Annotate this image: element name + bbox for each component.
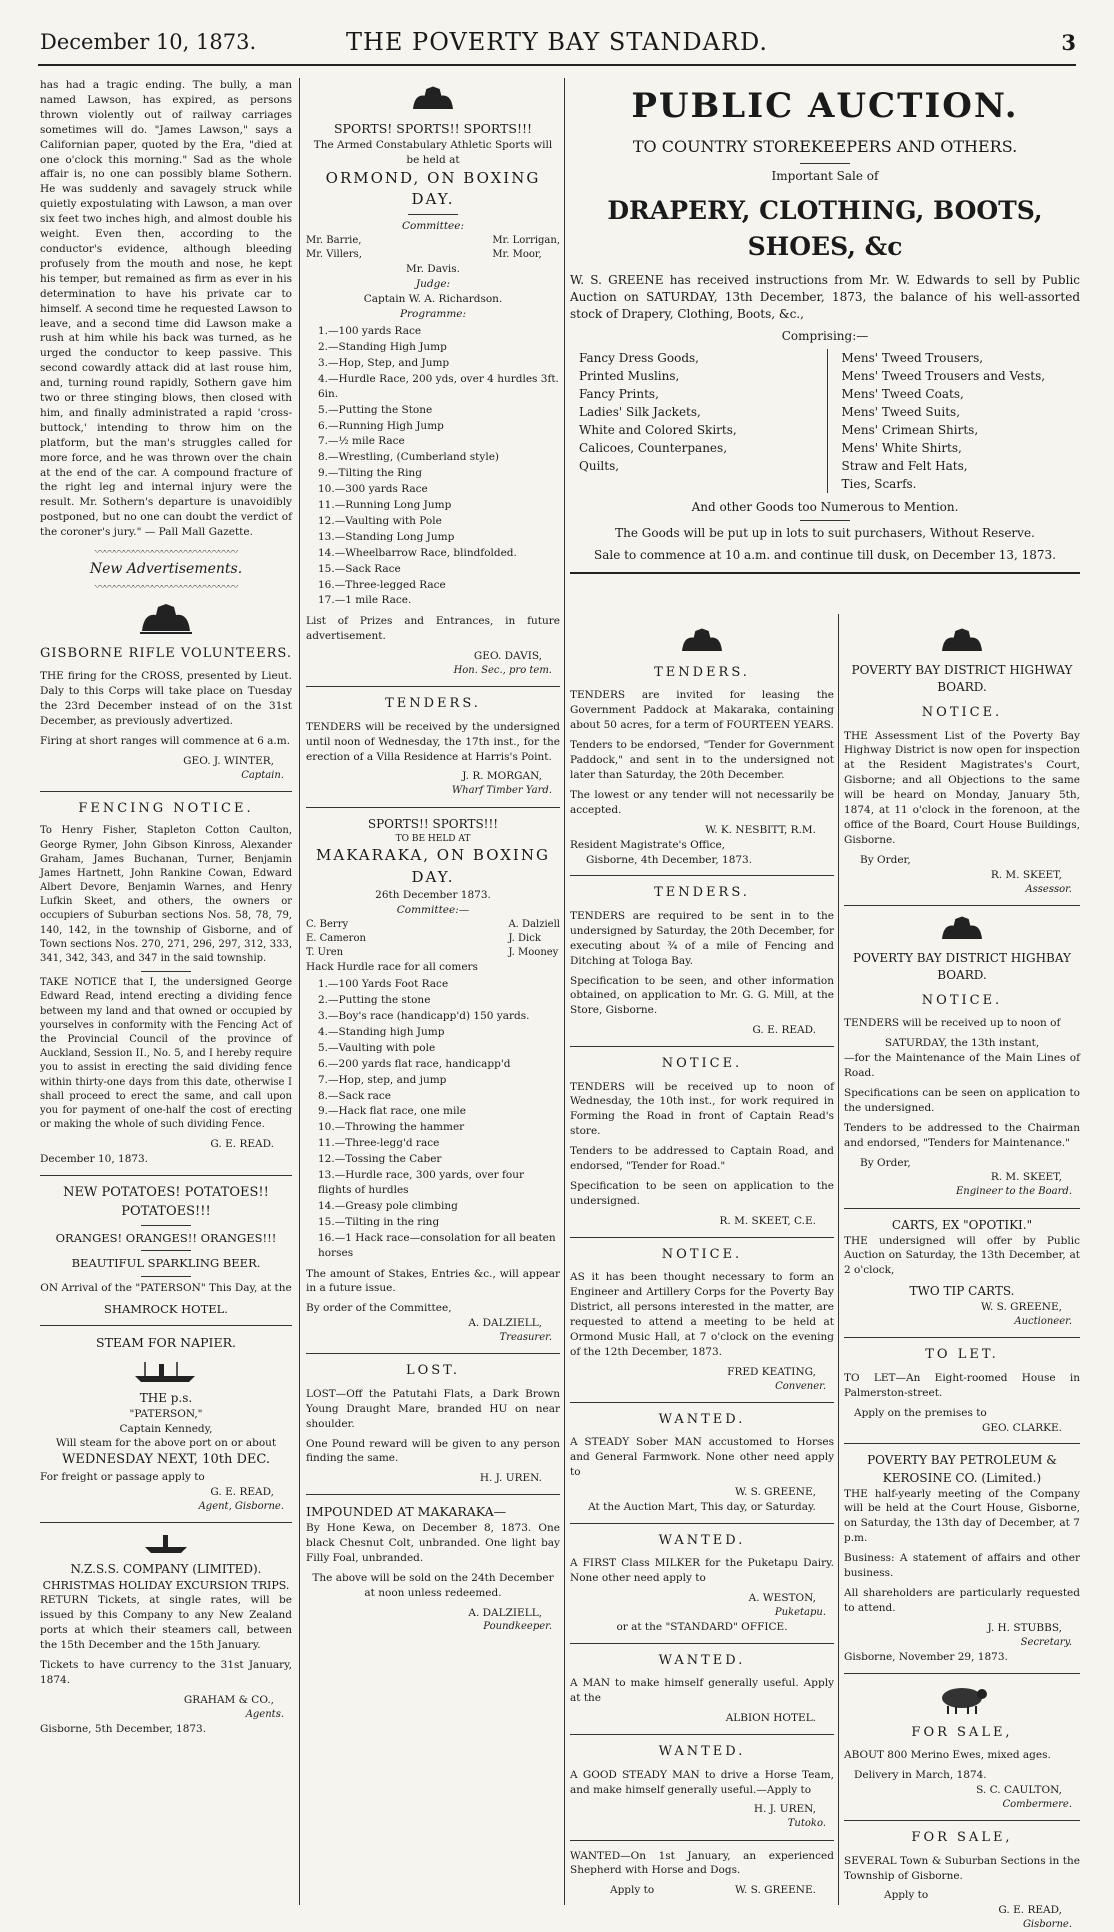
nzss-subtitle: CHRISTMAS HOLIDAY EXCURSION TRIPS. (42, 1578, 290, 1592)
notice2-body: AS it has been thought necessary to form an Engineer and Artillery Corps for the Poverty Bay District, all persons interested in the matter, are requested to attend a meeting to be held at Ormond Music Hall, at 7 o'clock on the evening of the 12th December, 1873. (570, 1271, 834, 1358)
sale1-body: ABOUT 800 Merino Ewes, mixed ages. (844, 1749, 1051, 1762)
fencing-body: TAKE NOTICE that I, the undersigned George Edward Read, intend erecting a dividing fence between my land and that owned or occupied by yourselves in conformity with the Fencing Act of the Provincial Council of the province of Auckland, Session II., No. 5, and I hereby require you to assist in erecting the said dividing fence within thirty-one days from this date, otherwise I shall proceed to erect the same, and call upon you for payment of one-half the cost of erecting or making the whole of such dividing Fence. (40, 977, 292, 1131)
programme-item: 8.—Sack race (318, 1089, 391, 1102)
royal-crest-icon (934, 914, 990, 944)
goods-left (579, 349, 809, 493)
programme-item: 2.—Standing High Jump (318, 340, 447, 353)
wanted4-place: Tutoko. (787, 1818, 826, 1830)
committee2-label: Committee:— (396, 903, 470, 916)
programme-item: 12.—Tossing the Caber (318, 1153, 442, 1166)
rifle-body: THE firing for the CROSS, presented by Lieut. Daly to this Corps will take place on Tuesday the 23rd December instead of on the 31st December, as previously advertized. (40, 670, 292, 727)
short-rule (141, 1225, 191, 1226)
goods-item: Quilts, (579, 459, 620, 474)
sports-signature: GEO. DAVIS, (473, 650, 542, 663)
carts-title: CARTS, EX "OPOTIKI." (891, 1217, 1033, 1232)
programme-item: 9.—Tilting the Ring (318, 467, 422, 480)
impound-sale: The above will be sold on the 24th December at noon unless redeemed. (312, 1571, 554, 1599)
carts-body: THE undersigned will offer by Public Auction on Saturday, the 13th December, at 2 o'clock, (844, 1234, 1080, 1277)
divider (306, 1353, 560, 1354)
divider (570, 1840, 834, 1841)
impound-role: Poundkeeper. (483, 1621, 552, 1633)
notice1-signature: R. M. SKEET, C.E. (719, 1214, 816, 1227)
divider (570, 875, 834, 876)
committee-member: J. Mooney (508, 947, 559, 959)
nzss-signature: GRAHAM & CO., (183, 1693, 274, 1706)
top-rule (38, 64, 1076, 66)
goods-item: Mens' Tweed Trousers and Vests, (841, 369, 1046, 384)
tenders1-body3: The lowest or any tender will not necessarily be accepted. (570, 788, 834, 816)
committee-member: Mr. Davis. (406, 263, 460, 276)
rifle-body2: Firing at short ranges will commence at 6 a.m. (40, 734, 291, 747)
judge-name: Captain W. A. Richardson. (363, 293, 503, 306)
nzss-date: Gisborne, 5th December, 1873. (40, 1722, 207, 1735)
notice1-body: TENDERS will be received up to noon of Wednesday, the 10th inst., for work required in Forming the Road in front of Captain Read's store. (570, 1080, 834, 1138)
short-rule (141, 971, 191, 972)
steamship-icon (131, 1358, 201, 1384)
carts-item: TWO TIP CARTS. (909, 1284, 1015, 1299)
petrol-attend: All shareholders are particularly requested to attend. (844, 1586, 1080, 1614)
goods-item: Printed Muslins, (579, 369, 680, 384)
sports2-role: Treasurer. (499, 1332, 552, 1344)
tenders2-title: TENDERS. (654, 885, 750, 901)
royal-crest-icon (405, 84, 461, 114)
masthead (0, 0, 1114, 66)
divider (40, 1522, 292, 1523)
steam-date: WEDNESDAY NEXT, 10th DEC. (62, 1452, 270, 1468)
sale2-body: SEVERAL Town & Suburban Sections in the Township of Gisborne. (844, 1854, 1080, 1882)
auction-body: W. S. GREENE has received instructions from Mr. W. Edwards to sell by Public Auction on SATURDAY, 13th December, 1873, the balance of his well-assorted stock of Drapery, Clothing, Boots, &c., (570, 273, 1080, 322)
sports2-date: 26th December 1873. (375, 888, 491, 901)
goods-item: Mens' Tweed Trousers, (841, 351, 984, 366)
column-1 (40, 78, 292, 1737)
wanted4-body: A GOOD STEADY MAN to drive a Horse Team, and make himself generally useful.—Apply to (570, 1768, 834, 1796)
divider (570, 1523, 834, 1524)
tenders1-date: Gisborne, 4th December, 1873. (586, 853, 753, 866)
divider (570, 1643, 834, 1644)
divider (40, 791, 292, 792)
hack-race: Hack Hurdle race for all comers (306, 961, 478, 974)
page-number: 3 (1061, 30, 1076, 55)
highbay-signature: R. M. SKEET, (990, 1171, 1062, 1184)
wanted3-body: A MAN to make himself generally useful. Apply at the (570, 1677, 834, 1705)
programme-item: 16.—Three-legged Race (318, 578, 446, 591)
fencing-signature: G. E. READ. (210, 1138, 274, 1151)
auction-other: And other Goods too Numerous to Mention. (691, 500, 959, 515)
programme-item: 11.—Three-legg'd race (318, 1137, 440, 1150)
committee-list (306, 234, 560, 262)
steam-ps: THE p.s. (139, 1390, 193, 1405)
steam-signature: G. E. READ, (210, 1485, 274, 1498)
short-rule (408, 214, 458, 215)
wavy-rule: 〰〰〰〰〰〰〰〰〰〰〰〰〰〰〰 (94, 580, 238, 593)
programme-item: 14.—Greasy pole climbing (318, 1199, 458, 1212)
lost-signature: H. J. UREN. (479, 1472, 542, 1485)
wanted3-title: WANTED. (658, 1652, 746, 1668)
notice1-title: NOTICE. (661, 1056, 743, 1072)
tenders-body: TENDERS will be received by the undersigned until noon of Wednesday, the 17th inst., for the erection of a Villa Residence at Harris's Point. (306, 720, 560, 763)
committee-member: T. Uren (306, 947, 344, 959)
goods-item: Ties, Scarfs. (841, 477, 917, 492)
wanted5-footer (610, 1883, 816, 1898)
petrol-business: Business: A statement of affairs and other business. (844, 1552, 1080, 1580)
goods-item: Calicoes, Counterpanes, (579, 441, 728, 456)
rifle-title: GISBORNE RIFLE VOLUNTEERS. (40, 645, 292, 661)
tenders2-signature: G. E. READ. (752, 1024, 816, 1037)
tenders1-office: Resident Magistrate's Office, (570, 838, 726, 851)
highway-role: Assessor. (1025, 883, 1072, 895)
divider (844, 1208, 1080, 1209)
divider (844, 905, 1080, 906)
programme-item: 6.—Running High Jump (318, 419, 444, 432)
rifle-signature: GEO. J. WINTER, (183, 754, 274, 767)
steam-agent: Agent, Gisborne. (198, 1500, 284, 1512)
auction-commence: Sale to commence at 10 a.m. and continue till dusk, on December 13, 1873. (594, 548, 1056, 563)
committee2-list (306, 918, 560, 961)
tenders1-title: TENDERS. (654, 665, 750, 680)
sale1-signature: S. C. CAULTON, (976, 1784, 1062, 1797)
wanted4-title: WANTED. (658, 1744, 746, 1760)
steam-title: STEAM FOR NAPIER. (96, 1334, 236, 1350)
programme-item: 15.—Sack Race (318, 562, 401, 575)
committee-member: E. Cameron (306, 932, 366, 944)
divider (844, 1337, 1080, 1338)
oranges-ad: ORANGES! ORANGES!! ORANGES!!! (55, 1230, 277, 1245)
ship-icon (141, 1531, 191, 1555)
goods-item: Fancy Dress Goods, (579, 351, 699, 366)
petrol-signature: J. H. STUBBS, (987, 1621, 1062, 1634)
impound-body: By Hone Kewa, on December 8, 1873. One black Chesnut Colt, unbranded. One light bay Filly Foal, unbranded. (306, 1521, 560, 1564)
committee-member: J. Dick (508, 932, 541, 944)
committee-label: Committee: (401, 220, 465, 233)
programme-label: Programme: (399, 308, 467, 321)
prizes-note: List of Prizes and Entrances, in future advertisement. (306, 615, 560, 643)
programme-item: 13.—Hurdle race, 300 yards, over four flights of hurdles (318, 1169, 525, 1196)
notice1-body2: Tenders to be addressed to Captain Road, and endorsed, "Tender for Road." (570, 1145, 834, 1173)
petrol-body: THE half-yearly meeting of the Company will be held at the Court House, Gisborne, on Saturday, the 13th day of December, at 7 p.m. (844, 1487, 1080, 1545)
sports2-title: SPORTS!! SPORTS!!! (367, 816, 499, 831)
steam-captain: Captain Kennedy, (119, 1422, 213, 1435)
order-line: By order of the Committee, (306, 1302, 452, 1315)
notice2-role: Convener. (775, 1380, 826, 1392)
goods-item: Mens' Tweed Coats, (841, 387, 964, 402)
goods-item: Fancy Prints, (579, 387, 659, 402)
notice1-body3: Specification to be seen on application to the undersigned. (570, 1180, 834, 1207)
highway-notice: NOTICE. (921, 705, 1003, 721)
sports-title: SPORTS! SPORTS!! SPORTS!!! (333, 121, 533, 136)
column-3 (570, 620, 834, 1898)
royal-crest-icon (136, 601, 196, 637)
stakes-note: The amount of Stakes, Entries &c., will appear in a future issue. (306, 1267, 560, 1295)
public-auction-ad (570, 78, 1080, 618)
wanted2-or: or at the "STANDARD" OFFICE. (616, 1621, 788, 1634)
wanted2-title: WANTED. (658, 1532, 746, 1548)
shamrock-hotel: SHAMROCK HOTEL. (104, 1301, 228, 1316)
programme-item: 7.—½ mile Race (318, 435, 405, 448)
highway-order: By Order, (860, 853, 911, 866)
highbay-date: SATURDAY, the 13th instant, (884, 1037, 1040, 1050)
highway-body: THE Assessment List of the Poverty Bay Highway District is now open for inspection at the Resident Magistrates's Court, Gisborne; and all Objections to the same will be heard on Monday, January 5th, 1874, at 11 o'clock in the forenoon, at the office of the Board, Court House Buildings, Gisborne. (844, 729, 1080, 846)
shamrock-body: ON Arrival of the "PATERSON" This Day, at the (40, 1281, 292, 1294)
highbay-body3: Specifications can be seen on application to the undersigned. (844, 1086, 1080, 1114)
sale1-delivery: Delivery in March, 1874. (854, 1769, 987, 1782)
sports2-signature: A. DALZIELL, (468, 1317, 542, 1330)
sheep-icon (934, 1682, 990, 1716)
divider (306, 686, 560, 687)
highbay-body4: Tenders to be addressed to the Chairman and endorsed, "Tenders for Maintenance." (844, 1121, 1080, 1149)
committee-member: Mr. Villers, (306, 249, 362, 261)
auction-title: PUBLIC AUCTION. (631, 86, 1019, 126)
divider (844, 1820, 1080, 1821)
tenders2-body2: Specification to be seen, and other information obtained, on application to Mr. G. G. Mill, at the Store, Gisborne. (570, 974, 834, 1017)
committee-member: Mr. Lorrigan, (492, 235, 560, 247)
tenders-signature: J. R. MORGAN, (462, 770, 542, 783)
petrol-title: POVERTY BAY PETROLEUM & KEROSINE CO. (Limited.) (867, 1453, 1057, 1485)
section-heading: New Advertisements. (89, 561, 243, 577)
divider (40, 1325, 292, 1326)
short-rule (141, 1276, 191, 1277)
highbay-title: POVERTY BAY DISTRICT HIGHBAY BOARD. (853, 950, 1071, 982)
sale2-apply: Apply to (884, 1889, 929, 1902)
fencing-date: December 10, 1873. (40, 1153, 149, 1166)
programme-item: 16.—1 Hack race—consolation for all beaten horses (318, 1231, 556, 1259)
sports-place: ORMOND, ON BOXING DAY. (325, 168, 541, 208)
programme-item: 10.—Throwing the hammer (318, 1121, 465, 1134)
fencing-addressees: To Henry Fisher, Stapleton Cotton Caulton, George Rymer, John Gibson Kinross, Alexander Graham, James Buchanan, Turner, Benjamin James Hartnett, John Rankine Cowan, Edward Albert Devore, Benjamin Warnes, and Henry Lufkin Skeet, and others, the owners or occupiers of Suburban sections Nos. 58, 78, 79, 140, 142, in the township of Gisborne, and of Town sections Nos. 270, 271, 296, 297, 312, 333, 341, 342, 343, and 347 in the said township. (40, 825, 292, 964)
potatoes-ad: NEW POTATOES! POTATOES!! POTATOES!!! (63, 1185, 269, 1219)
tenders-place: Wharf Timber Yard. (451, 785, 552, 797)
committee-member: Mr. Barrie, (306, 235, 362, 247)
goods-item: Ladies' Silk Jackets, (579, 405, 701, 420)
wanted5-body: WANTED—On 1st January, an experienced Shepherd with Horse and Dogs. (570, 1849, 834, 1877)
wanted4-signature: H. J. UREN, (753, 1803, 816, 1816)
goods-right (827, 349, 1072, 493)
steam-freight: For freight or passage apply to (40, 1470, 205, 1483)
sports2-held: TO BE HELD AT (395, 833, 471, 844)
programme-item: 7.—Hop, step, and jump (318, 1073, 447, 1086)
programme-item: 3.—Hop, Step, and Jump (318, 356, 450, 369)
divider (844, 1443, 1080, 1444)
goods-item: Straw and Felt Hats, (841, 459, 968, 474)
auction-drapery: DRAPERY, CLOTHING, BOOTS, SHOES, &c (607, 196, 1043, 261)
sale1-title: FOR SALE, (911, 1724, 1013, 1740)
divider (306, 1494, 560, 1495)
programme2-list (318, 977, 560, 1260)
committee-member: A. Dalziell (508, 918, 560, 930)
wavy-rule: 〰〰〰〰〰〰〰〰〰〰〰〰〰〰〰 (94, 546, 238, 559)
programme-item: 8.—Wrestling, (Cumberland style) (318, 451, 500, 464)
auction-important: Important Sale of (771, 168, 879, 183)
highway-signature: R. M. SKEET, (990, 868, 1062, 881)
notice2-title: NOTICE. (661, 1246, 743, 1262)
wanted1-title: WANTED. (658, 1411, 746, 1427)
tenders2-body: TENDERS are required to be sent in to the undersigned by Saturday, the 20th December, for executing about ¾ of a mile of Fencing and Ditching at Tologa Bay. (570, 909, 834, 967)
petrol-role: Secretary. (1020, 1636, 1072, 1648)
programme-item: 12.—Vaulting with Pole (318, 514, 442, 527)
sports2-place: MAKARAKA, ON BOXING DAY. (316, 846, 550, 886)
wanted5-signature: W. S. GREENE. (735, 1884, 816, 1897)
notice2-signature: FRED KEATING, (727, 1365, 816, 1378)
impound-signature: A. DALZIELL, (468, 1606, 542, 1619)
tolet-signature: GEO. CLARKE. (981, 1421, 1062, 1434)
short-rule (800, 163, 850, 164)
nzss-agents: Agents. (245, 1708, 284, 1720)
highway-title: POVERTY BAY DISTRICT HIGHWAY BOARD. (851, 663, 1073, 695)
wanted2-body: A FIRST Class MILKER for the Puketapu Dairy. None other need apply to (570, 1557, 834, 1585)
wanted2-signature: A. WESTON, (748, 1591, 816, 1604)
newspaper-title: THE POVERTY BAY STANDARD. (345, 28, 769, 56)
impound-title: IMPOUNDED AT MAKARAKA— (306, 1504, 507, 1520)
highbay-notice: NOTICE. (921, 992, 1003, 1008)
judge-label: Judge: (415, 278, 451, 291)
programme-item: 10.—300 yards Race (318, 483, 428, 496)
divider (844, 1673, 1080, 1674)
programme-item: 1.—100 Yards Foot Race (318, 978, 449, 991)
programme-item: 14.—Wheelbarrow Race, blindfolded. (318, 546, 517, 559)
programme-item: 1.—100 yards Race (318, 325, 422, 338)
beer-ad: BEAUTIFUL SPARKLING BEER. (71, 1256, 261, 1271)
committee-member: C. Berry (306, 918, 349, 930)
carts-role: Auctioneer. (1014, 1316, 1072, 1328)
royal-crest-icon (934, 626, 990, 656)
petrol-date: Gisborne, November 29, 1873. (844, 1650, 1008, 1663)
rifle-role: Captain. (241, 769, 284, 781)
programme-item: 2.—Putting the stone (318, 994, 431, 1007)
lost-body: LOST—Off the Patutahi Flats, a Dark Brown Young Draught Mare, branded HU on near shoulder. (306, 1387, 560, 1430)
lost-title: LOST. (405, 1363, 461, 1379)
tenders1-body: TENDERS are invited for leasing the Government Paddock at Makaraka, containing about 50 acres, for a term of FOURTEEN YEARS. (570, 689, 834, 732)
sports-intro: The Armed Constabulary Athletic Sports will be held at (313, 138, 553, 166)
highbay-body2: —for the Maintenance of the Main Lines of Road. (844, 1052, 1080, 1079)
column-divider (564, 78, 565, 1905)
divider (570, 1402, 834, 1403)
programme-item: 15.—Tilting in the ring (318, 1215, 440, 1228)
wanted1-signature: W. S. GREENE, (735, 1485, 816, 1498)
short-rule (800, 520, 850, 521)
programme-item: 17.—1 mile Race. (318, 594, 412, 607)
tolet-apply: Apply on the premises to (854, 1406, 987, 1419)
tolet-title: TO LET. (925, 1347, 999, 1363)
tenders1-signature: W. K. NESBITT, R.M. (705, 823, 816, 836)
tolet-body: TO LET—An Eight-roomed House in Palmerston-street. (844, 1371, 1080, 1399)
news-story: has had a tragic ending. The bully, a man named Lawson, has expired, as persons thrown violently out of railway carriages sometimes will do. "James Lawson," says a Californian paper, quoted by the Era, "died at one o'clock this morning." Sad as the whole affair is, no one can possibly blame Sothern. He was suddenly and savagely struck while quietly expostulating with Lawson, a man over six feet two inches high, and almost double his weight. Even then, according to the conductor's evidence, although bleeding profusely from the mouth and nose, he kept his temper, but remained as firm as ever in his determination to have his private car to himself. A second time he requested Lawson to leave, and a second time did Lawson make a rush at him while his back was turned, as he urged the conductor to keep passive. This second cowardly attack did at last rouse him, and, turning round rapidly, Sothern gave him two or three stinging blows, then closed with him, and finally administrated a rapid 'cross-buttock,' intending to throw him on the platform, but the man's struggles called for more force, and he was thrown over the chain at the end of the car. A compound fracture of the right leg and internal injury were the result. Mr. Sothern's departure is unavoidibly postponed, but no one can doubt the verdict of the coroner's jury." — Pall Mall Gazette. (40, 79, 292, 539)
auction-goods (570, 349, 1080, 493)
column-divider (838, 614, 839, 1905)
sale1-place: Combermere. (1002, 1798, 1072, 1810)
sale2-place: Gisborne. (1022, 1919, 1072, 1931)
short-rule (141, 1250, 191, 1251)
divider (570, 572, 1080, 574)
column-2 (306, 78, 560, 1635)
divider (40, 1175, 292, 1176)
issue-date: December 10, 1873. (40, 30, 257, 54)
wanted1-place: At the Auction Mart, This day, or Saturday. (588, 1500, 816, 1513)
wanted1-body: A STEADY Sober MAN accustomed to Horses and General Farmwork. None other need apply to (570, 1436, 834, 1478)
wanted5-apply: Apply to (610, 1884, 655, 1897)
nzss-body2: Tickets to have currency to the 31st January, 1874. (40, 1659, 292, 1686)
goods-item: Mens' Tweed Suits, (841, 405, 961, 420)
programme-item: 11.—Running Long Jump (318, 499, 452, 512)
fencing-title: FENCING NOTICE. (78, 800, 254, 816)
highbay-order: By Order, (860, 1156, 911, 1169)
column-4 (844, 620, 1080, 1932)
programme-item: 6.—200 yards flat race, handicapp'd (318, 1057, 511, 1070)
carts-signature: W. S. GREENE, (981, 1301, 1062, 1314)
highbay-body: TENDERS will be received up to noon of (844, 1017, 1061, 1030)
steam-will: Will steam for the above port on or about (55, 1437, 277, 1450)
tenders1-body2: Tenders to be endorsed, "Tender for Government Paddock," and sent in to the undersigned not later than Saturday, the 20th December. (570, 739, 834, 781)
goods-item: White and Colored Skirts, (579, 423, 737, 438)
programme-list (318, 324, 560, 608)
divider (570, 1046, 834, 1047)
wanted2-place: Puketapu. (774, 1606, 826, 1618)
highbay-role: Engineer to the Board. (955, 1186, 1072, 1198)
programme-item: 4.—Hurdle Race, 200 yds, over 4 hurdles 3ft. 6in. (318, 372, 559, 400)
goods-item: Mens' White Shirts, (841, 441, 962, 456)
lost-reward: One Pound reward will be given to any person finding the same. (306, 1437, 560, 1465)
royal-crest-icon (674, 626, 730, 656)
programme-item: 4.—Standing high Jump (318, 1025, 445, 1038)
programme-item: 9.—Hack flat race, one mile (318, 1105, 466, 1118)
auction-lots: The Goods will be put up in lots to suit purchasers, Without Reserve. (615, 526, 1035, 541)
sports-role: Hon. Sec., pro tem. (453, 665, 552, 677)
programme-item: 5.—Vaulting with pole (318, 1041, 436, 1054)
divider (570, 1237, 834, 1238)
steam-ship: "PATERSON," (129, 1407, 203, 1420)
sale2-signature: G. E. READ, (998, 1904, 1062, 1917)
goods-item: Mens' Crimean Shirts, (841, 423, 979, 438)
programme-item: 13.—Standing Long Jump (318, 530, 455, 543)
auction-to: TO COUNTRY STOREKEEPERS AND OTHERS. (632, 137, 1018, 157)
divider (570, 1734, 834, 1735)
committee-member: Mr. Moor, (492, 249, 542, 261)
divider (306, 807, 560, 808)
tenders-title: TENDERS. (385, 696, 481, 712)
programme-item: 3.—Boy's race (handicapp'd) 150 yards. (318, 1010, 530, 1023)
auction-comprising: Comprising:— (781, 329, 869, 344)
sale2-title: FOR SALE, (911, 1830, 1013, 1846)
programme-item: 5.—Putting the Stone (318, 403, 433, 416)
nzss-title: N.Z.S.S. COMPANY (LIMITED). (70, 1561, 262, 1576)
wanted3-place: ALBION HOTEL. (725, 1712, 816, 1725)
column-divider (299, 78, 300, 1905)
nzss-body: RETURN Tickets, at single rates, will be issued by this Company to any New Zealand ports at which their steamers call, between the 15th December and the 15th January. (40, 1594, 292, 1652)
